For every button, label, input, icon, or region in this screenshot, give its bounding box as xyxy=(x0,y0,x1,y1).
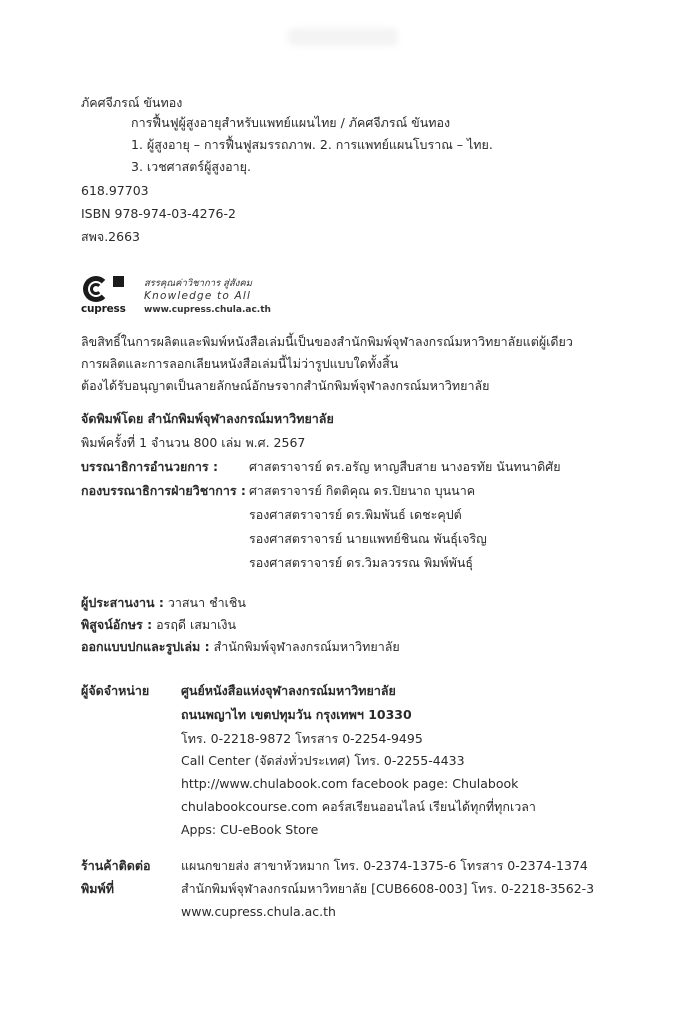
logo-c-inner-mark xyxy=(90,283,102,295)
coordinator-value: วาสนา ชำเชิน xyxy=(167,595,246,610)
copyright-line-3: ต้องได้รับอนุญาตเป็นลายลักษณ์อักษรจากสำนักพิมพ์จุฬาลงกรณ์มหาวิทยาลัย xyxy=(81,378,490,393)
distributor-name: ศูนย์หนังสือแห่งจุฬาลงกรณ์มหาวิทยาลัย xyxy=(181,683,396,698)
board-label: กองบรรณาธิการฝ่ายวิชาการ : xyxy=(81,483,246,498)
distributor-address: ถนนพญาไท เขตปทุมวัน กรุงเทพฯ 10330 xyxy=(181,707,412,722)
proofreader-value: อรฤดี เสมาเงิน xyxy=(156,617,237,632)
printer-label: พิมพ์ที่ xyxy=(81,881,114,896)
board-member-4: รองศาสตราจารย์ ดร.วิมลวรรณ พิมพ์พันธุ์ xyxy=(249,555,473,570)
shop-value: แผนกขายส่ง สาขาหัวหมาก โทร. 0-2374-1375-6 โทรสาร 0-2374-1374 xyxy=(181,858,588,873)
proofreader-line xyxy=(81,616,236,634)
publisher-line: จัดพิมพ์โดย สำนักพิมพ์จุฬาลงกรณ์มหาวิทยาลัย xyxy=(81,411,334,426)
design-line xyxy=(81,638,400,656)
coordinator-label: ผู้ประสานงาน : xyxy=(81,595,164,610)
logo-wordmark: cupress xyxy=(81,303,126,315)
logo-tagline-thai: สรรคุณค่าวิชาการ สู่สังคม xyxy=(144,278,253,289)
shop-label: ร้านค้าติดต่อ xyxy=(81,858,151,873)
faint-header-mark xyxy=(288,28,398,46)
logo-url: www.cupress.chula.ac.th xyxy=(144,305,271,315)
cupress-logo xyxy=(81,276,141,316)
copyright-line-1: ลิขสิทธิ์ในการผลิตและพิมพ์หนังสือเล่มนี้เป็นของสำนักพิมพ์จุฬาลงกรณ์มหาวิทยาลัยแต่ผู้เดียว xyxy=(81,334,573,349)
catalog-class-number: 618.97703 xyxy=(81,183,149,198)
board-member-3: รองศาสตราจารย์ นายแพทย์ชินณ พันธุ์เจริญ xyxy=(249,531,487,546)
distributor-apps: Apps: CU-eBook Store xyxy=(181,822,319,837)
design-value: สำนักพิมพ์จุฬาลงกรณ์มหาวิทยาลัย xyxy=(213,639,400,654)
printer-value: สำนักพิมพ์จุฬาลงกรณ์มหาวิทยาลัย [CUB6608-003] โทร. 0-2218-3562-3 xyxy=(181,881,595,896)
design-label: ออกแบบปกและรูปเล่ม : xyxy=(81,639,210,654)
catalog-isbn: ISBN 978-974-03-4276-2 xyxy=(81,206,236,221)
printer-url: www.cupress.chula.ac.th xyxy=(181,904,336,919)
proofreader-label: พิสูจน์อักษร : xyxy=(81,617,153,632)
board-member-1: ศาสตราจารย์ กิตติคุณ ดร.ปิยนาถ บุนนาค xyxy=(249,483,476,498)
logo-tagline-english: Knowledge to All xyxy=(144,290,252,302)
catalog-subjects-1: 1. ผู้สูงอายุ – การฟื้นฟูสมรรถภาพ. 2. การแพทย์แผนโบราณ – ไทย. xyxy=(131,137,493,152)
catalog-title: การฟื้นฟูผู้สูงอายุสำหรับแพทย์แผนไทย / ภัคศจีภรณ์ ขันทอง xyxy=(131,115,451,130)
distributor-phone: โทร. 0-2218-9872 โทรสาร 0-2254-9495 xyxy=(181,731,423,746)
coordinator-line xyxy=(81,594,246,612)
distributor-web: http://www.chulabook.com facebook page: Chulabook xyxy=(181,776,519,791)
logo-square-mark xyxy=(113,276,124,287)
catalog-author: ภัคศจีภรณ์ ขันทอง xyxy=(81,95,183,110)
board-member-2: รองศาสตราจารย์ ดร.พิมพันธ์ เดชะคุปต์ xyxy=(249,507,462,522)
catalog-code: สพจ.2663 xyxy=(81,229,140,244)
director-value: ศาสตราจารย์ ดร.อรัญ หาญสืบสาย นางอรทัย นันทนาดิศัย xyxy=(249,459,561,474)
distributor-label: ผู้จัดจำหน่าย xyxy=(81,683,150,698)
edition-line: พิมพ์ครั้งที่ 1 จำนวน 800 เล่ม พ.ศ. 2567 xyxy=(81,435,306,450)
director-label: บรรณาธิการอำนวยการ : xyxy=(81,459,218,474)
distributor-course: chulabookcourse.com คอร์สเรียนออนไลน์ เรียนได้ทุกที่ทุกเวลา xyxy=(181,799,536,814)
copyright-line-2: การผลิตและการลอกเลียนหนังสือเล่มนี้ไม่ว่ารูปแบบใดทั้งสิ้น xyxy=(81,356,399,371)
distributor-call-center: Call Center (จัดส่งทั่วประเทศ) โทร. 0-2255-4433 xyxy=(181,753,465,768)
catalog-subjects-2: 3. เวชศาสตร์ผู้สูงอายุ. xyxy=(131,159,251,174)
